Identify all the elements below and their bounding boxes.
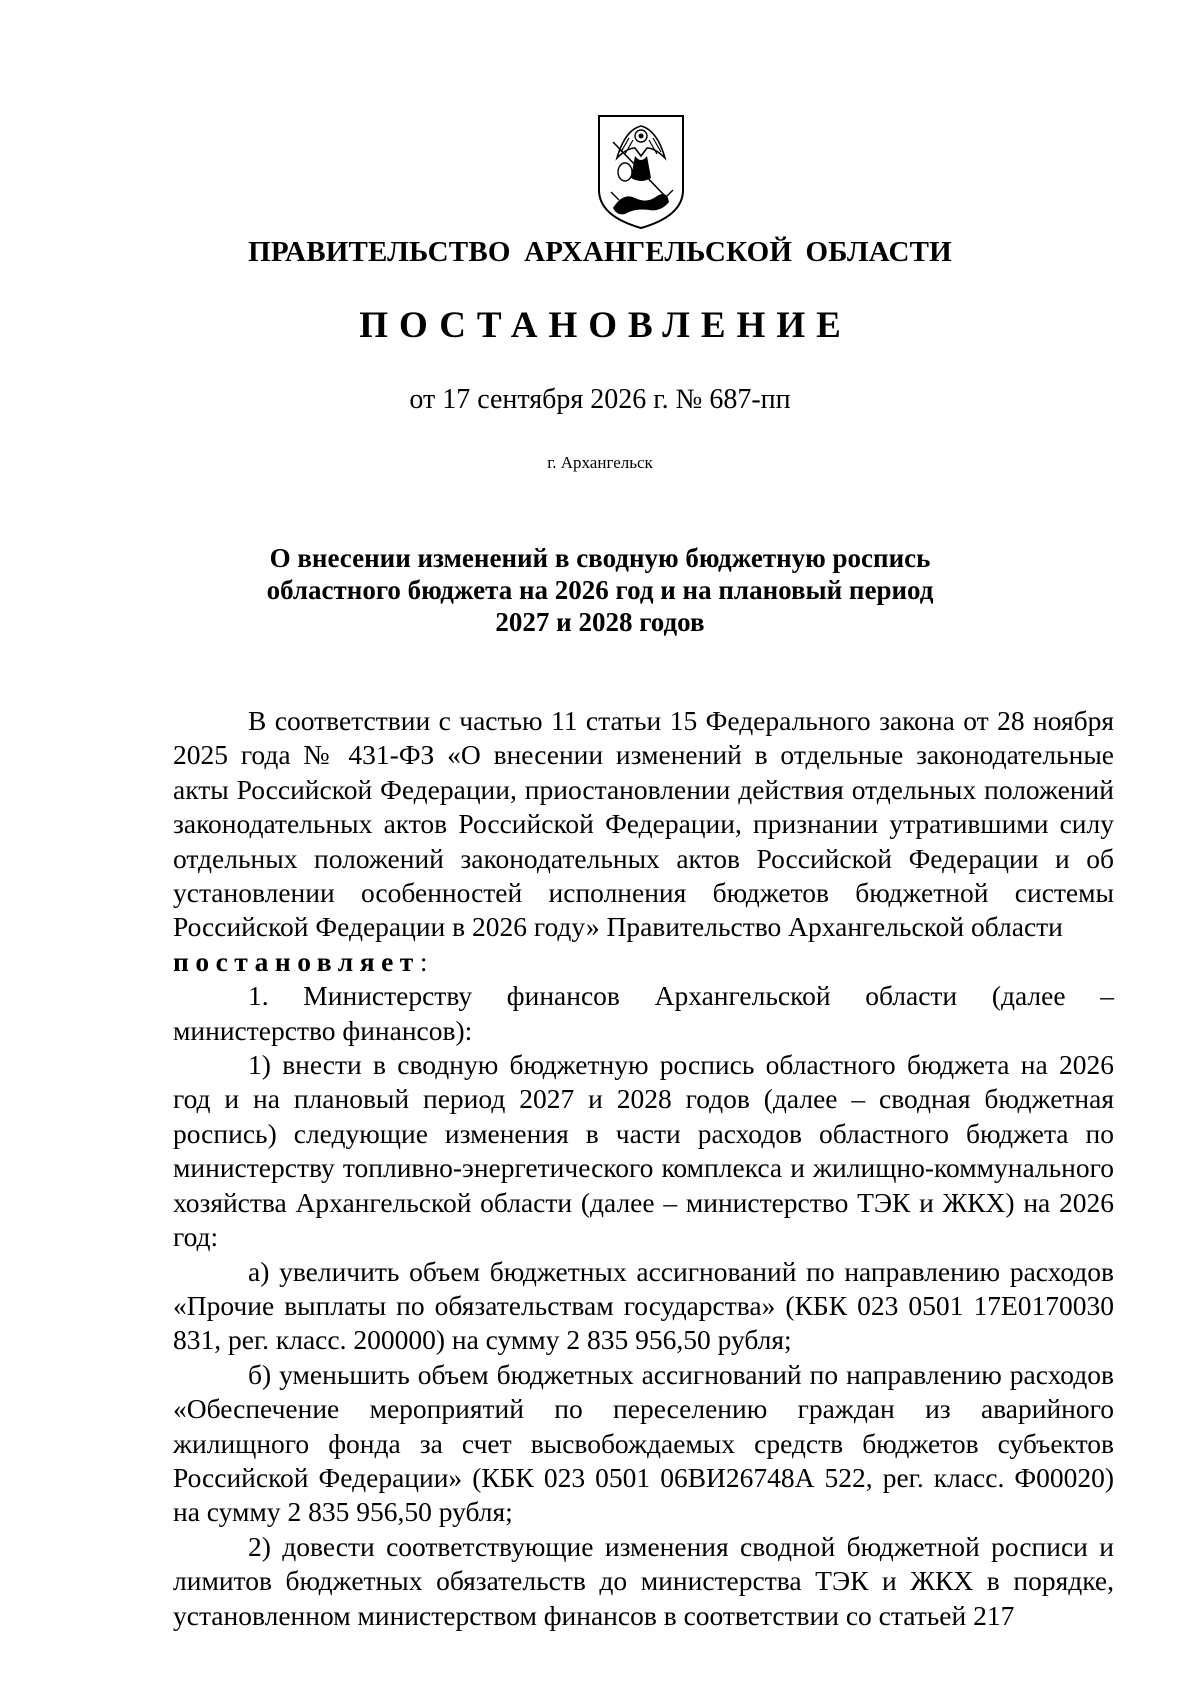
resolves-suffix: :: [419, 945, 428, 977]
document-type: ПОСТАНОВЛЕНИЕ: [359, 305, 852, 346]
document-body: [173, 704, 1114, 1633]
item-paragraph: 1. Министерству финансов Архангельской области (далее – министерство финансов):: [173, 980, 1114, 1046]
resolves-paragraph: [173, 945, 1114, 979]
subject-line: областного бюджета на 2026 год и на плановый период: [266, 575, 934, 605]
document-date-number: от 17 сентября 2026 г. № 687-пп: [409, 384, 791, 415]
preamble-paragraph: [173, 704, 1114, 945]
subitem-paragraph: 2) довести соответствующие изменения сводной бюджетной росписи и лимитов бюджетных обязательств до министерства ТЭК и ЖКХ в порядке, установленном министерством финансов в соответствии со статьей 217: [173, 1530, 1114, 1631]
resolves-word: постановляет: [173, 945, 420, 977]
subitem-paragraph: 1) внести в сводную бюджетную роспись областного бюджета на 2026 год и на плановый период 2027 и 2028 годов (далее – сводная бюджетная роспись) следующие изменения в части расходов областного бюджета по министерству топливно-энергетического комплекса и жилищно-коммунального хозяйства Архангельской области (далее – министерство ТЭК и ЖКХ) на 2026 год:: [173, 1049, 1114, 1253]
document-city: г. Архангельск: [547, 453, 653, 472]
preamble-text: В соответствии с частью 11 статьи 15 Федерального закона от 28 ноября 2025 года № 431-ФЗ «О внесении изменений в отдельные законодательные акты Российской Федерации, приостановлении действия отдельных положений законодательных актов Российской Федерации, признании утратившими силу отдельных положений законодательных актов Российской Федерации и об установлении особенностей исполнения бюджетов бюджетной системы Российской Федерации в 2026 году» Правительство Архангельской области: [173, 705, 1114, 943]
document-subject: [200, 542, 1000, 638]
subitem-paragraph: б) уменьшить объем бюджетных ассигнований по направлению расходов «Обеспечение мероприятий по переселению граждан из аварийного жилищного фонда за счет высвобождаемых средств бюджетов субъектов Российской Федерации» (КБК 023 0501 06ВИ26748А 522, рег. класс. Ф00020) на сумму 2 835 956,50 рубля;: [173, 1358, 1114, 1528]
arkhangelsk-coat-of-arms-icon: [595, 112, 687, 232]
subject-line: О внесении изменений в сводную бюджетную роспись: [269, 543, 931, 573]
organization-title: ПРАВИТЕЛЬСТВО АРХАНГЕЛЬСКОЙ ОБЛАСТИ: [248, 236, 952, 268]
subitem-paragraph: а) увеличить объем бюджетных ассигнований по направлению расходов «Прочие выплаты по обязательствам государства» (КБК 023 0501 17Е0170030 831, рег. класс. 200000) на сумму 2 835 956,50 рубля;: [173, 1255, 1114, 1356]
subject-line: 2027 и 2028 годов: [495, 607, 705, 637]
